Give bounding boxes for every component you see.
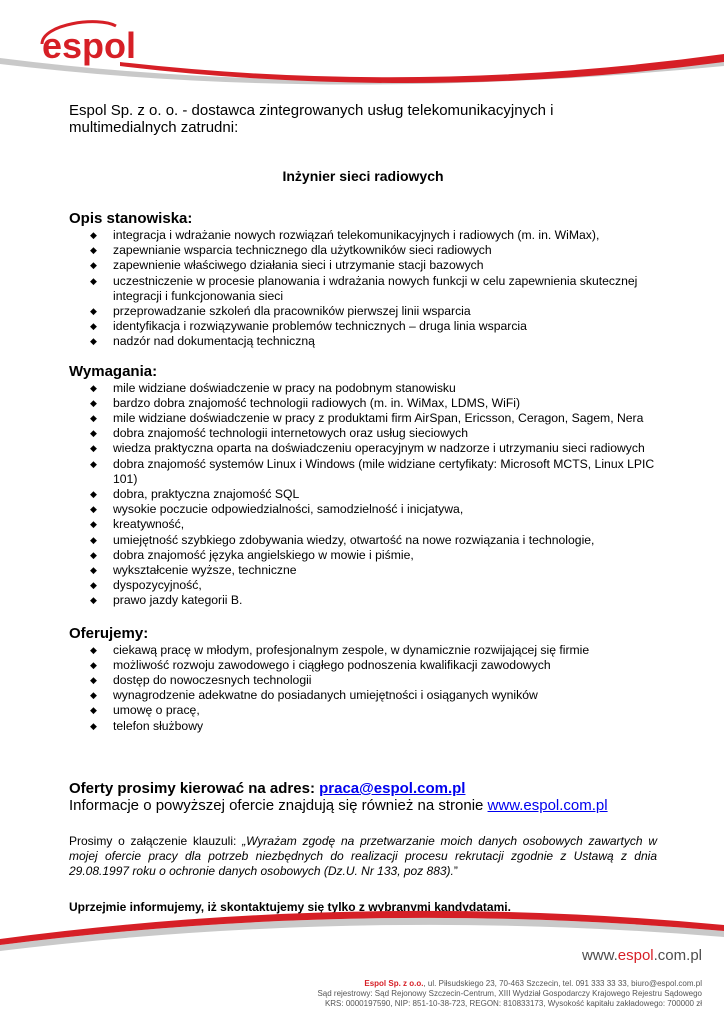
list-item: ◆ prawo jazdy kategorii B. — [90, 593, 243, 608]
bullet-icon: ◆ — [90, 565, 97, 576]
bullet-icon: ◆ — [90, 519, 97, 530]
list-item: ◆ integracja i wdrażanie nowych rozwiązań telekomunikacyjnych i radiowych (m. in. WiMax), — [90, 228, 600, 242]
email-link[interactable]: praca@espol.com.pl — [319, 779, 466, 797]
list-item: ◆ wykształcenie wyższe, techniczne — [90, 563, 297, 578]
list-item: ◆ wiedza praktyczna oparta na doświadczeniu operacyjnym w nadzorze i utrzymaniu sieci radiowych — [90, 441, 645, 456]
espol-logo — [38, 14, 168, 66]
list-item: ◆ zapewnienie właściwego działania sieci i utrzymanie stacji bazowych — [90, 258, 484, 273]
bullet-icon: ◆ — [90, 675, 97, 686]
oferujemy-list — [69, 643, 657, 734]
list-item: ◆ nadzór nad dokumentacją techniczną — [90, 334, 315, 349]
bullet-icon: ◆ — [90, 443, 97, 454]
list-item: ◆ uczestniczenie w procesie planowania i wdrażania nowych funkcji w celu zapewnienia skutecznej integracji i funkcjonowania sieci — [90, 273, 638, 303]
section-heading: Wymagania: — [69, 362, 158, 380]
clause-end: ” — [453, 863, 458, 878]
bullet-icon: ◆ — [90, 306, 97, 317]
list-item: ◆ dyspozycyjność, — [90, 578, 202, 593]
list-item: ◆ dobra znajomość języka angielskiego w mowie i piśmie, — [90, 547, 414, 562]
bullet-icon: ◆ — [90, 580, 97, 591]
footer-info — [282, 979, 702, 1009]
bullet-icon: ◆ — [90, 549, 97, 560]
section-wymagania — [69, 363, 657, 609]
bullet-icon: ◆ — [90, 458, 97, 469]
logo-text: espol — [42, 25, 137, 66]
intro-text: Espol Sp. z o. o. - dostawca zintegrowanych usług telekomunikacyjnych i multimedialnych zatrudni: — [69, 102, 554, 136]
list-item: ◆ telefon służbowy — [90, 718, 204, 733]
bullet-icon: ◆ — [90, 489, 97, 500]
list-item: ◆ dobra znajomość systemów Linux i Windows (mile widziane certyfikaty: Microsoft MCTS, Linux LPIC 101) — [90, 456, 655, 486]
wymagania-list — [69, 381, 657, 609]
bullet-icon: ◆ — [90, 321, 97, 332]
footer-registry: Sąd rejestrowy: Sąd Rejonowy Szczecin-Centrum, XIII Wydział Gospodarczy Krajowego Rejestru Sądowego — [317, 989, 702, 998]
clause-lead: Prosimy o załączenie klauzuli: — [69, 833, 243, 848]
bullet-icon: ◆ — [90, 690, 97, 701]
list-item: ◆ możliwość rozwoju zawodowego i ciągłego podnoszenia kwalifikacji zawodowych — [90, 657, 551, 672]
section-opis — [69, 210, 657, 350]
bullet-icon: ◆ — [90, 336, 97, 347]
bullet-icon: ◆ — [90, 428, 97, 439]
section-oferujemy — [69, 625, 657, 734]
bullet-icon: ◆ — [90, 720, 97, 731]
footer-company: Espol Sp. z o.o. — [364, 979, 424, 988]
list-item: ◆ dobra, praktyczna znajomość SQL — [90, 487, 300, 502]
bullet-icon: ◆ — [90, 275, 97, 286]
website-link[interactable]: www.espol.com.pl — [487, 796, 608, 814]
contact-line-2: Informacje o powyższej ofercie znajdują się również na stronie — [69, 796, 488, 814]
bullet-icon: ◆ — [90, 659, 97, 670]
bullet-icon: ◆ — [90, 595, 97, 606]
bullet-icon: ◆ — [90, 230, 97, 240]
job-offer — [69, 102, 657, 915]
list-item: ◆ mile widziane doświadczenie w pracy na podobnym stanowisku — [90, 380, 456, 395]
list-item: ◆ bardzo dobra znajomość technologii radiowych (m. in. WiMax, LDMS, WiFi) — [90, 395, 521, 410]
bullet-icon: ◆ — [90, 245, 97, 256]
list-item: ◆ zapewnianie wsparcia technicznego dla użytkowników sieci radiowych — [90, 243, 492, 258]
section-heading: Oferujemy: — [69, 624, 149, 642]
consent-clause — [69, 834, 657, 879]
clause-quote: „Wyrażam zgodę na przetwarzanie moich danych osobowych zawartych w mojej ofercie pracy dla potrzeb niezbędnych do realizacji procesu rekrutacji zgodnie z Ustawą z dnia 29.08.1997 roku o ochronie danych osobowych (Dz.U. Nr 133, poz 883). — [69, 833, 657, 878]
bullet-icon: ◆ — [90, 504, 97, 515]
bullet-icon: ◆ — [90, 260, 97, 271]
list-item: ◆ umiejętność szybkiego zdobywania wiedzy, otwartość na nowe rozwiązania i technologie, — [90, 532, 595, 547]
bullet-icon: ◆ — [90, 382, 97, 393]
section-heading: Opis stanowiska: — [69, 210, 193, 227]
contact-line-1: Oferty prosimy kierować na adres: — [69, 779, 320, 797]
list-item: ◆ wynagrodzenie adekwatne do posiadanych umiejętności i osiąganych wyników — [90, 688, 538, 703]
list-item: ◆ przeprowadzanie szkoleń dla pracowników pierwszej linii wsparcia — [90, 304, 471, 319]
job-title: Inżynier sieci radiowych — [282, 168, 444, 184]
bullet-icon: ◆ — [90, 413, 97, 424]
list-item: ◆ kreatywność, — [90, 517, 185, 532]
list-item: ◆ umowę o pracę, — [90, 703, 200, 718]
opis-list — [69, 228, 657, 350]
bullet-icon: ◆ — [90, 397, 97, 408]
footer-ids: KRS: 0000197590, NIP: 851-10-38-723, REGON: 810833173, Wysokość kapitału zakładowego: 700000 zł — [324, 999, 702, 1008]
list-item: ◆ ciekawą pracę w młodym, profesjonalnym zespole, w dynamicznie rozwijającej się firmie — [90, 642, 590, 657]
list-item: ◆ identyfikacja i rozwiązywanie problemów technicznych – druga linia wsparcia — [90, 319, 527, 334]
bullet-icon: ◆ — [90, 644, 97, 655]
list-item: ◆ dostęp do nowoczesnych technologii — [90, 673, 312, 688]
contact-block — [69, 780, 657, 814]
list-item: ◆ wysokie poczucie odpowiedzialności, samodzielność i inicjatywa, — [90, 502, 464, 517]
final-note: Uprzejmie informujemy, iż skontaktujemy się tylko z wybranymi kandydatami. — [69, 899, 511, 914]
footer-url[interactable]: www.espol.com.pl — [581, 947, 702, 964]
list-item: ◆ mile widziane doświadczenie w pracy z produktami firm AirSpan, Ericsson, Ceragon, Sagem, Nera — [90, 411, 644, 426]
bullet-icon: ◆ — [90, 705, 97, 716]
bullet-icon: ◆ — [90, 534, 97, 545]
list-item: ◆ dobra znajomość technologii internetowych oraz usług sieciowych — [90, 426, 468, 441]
footer-address: , ul. Piłsudskiego 23, 70-463 Szczecin, tel. 091 333 33 33, biuro@espol.com.pl — [423, 979, 702, 988]
